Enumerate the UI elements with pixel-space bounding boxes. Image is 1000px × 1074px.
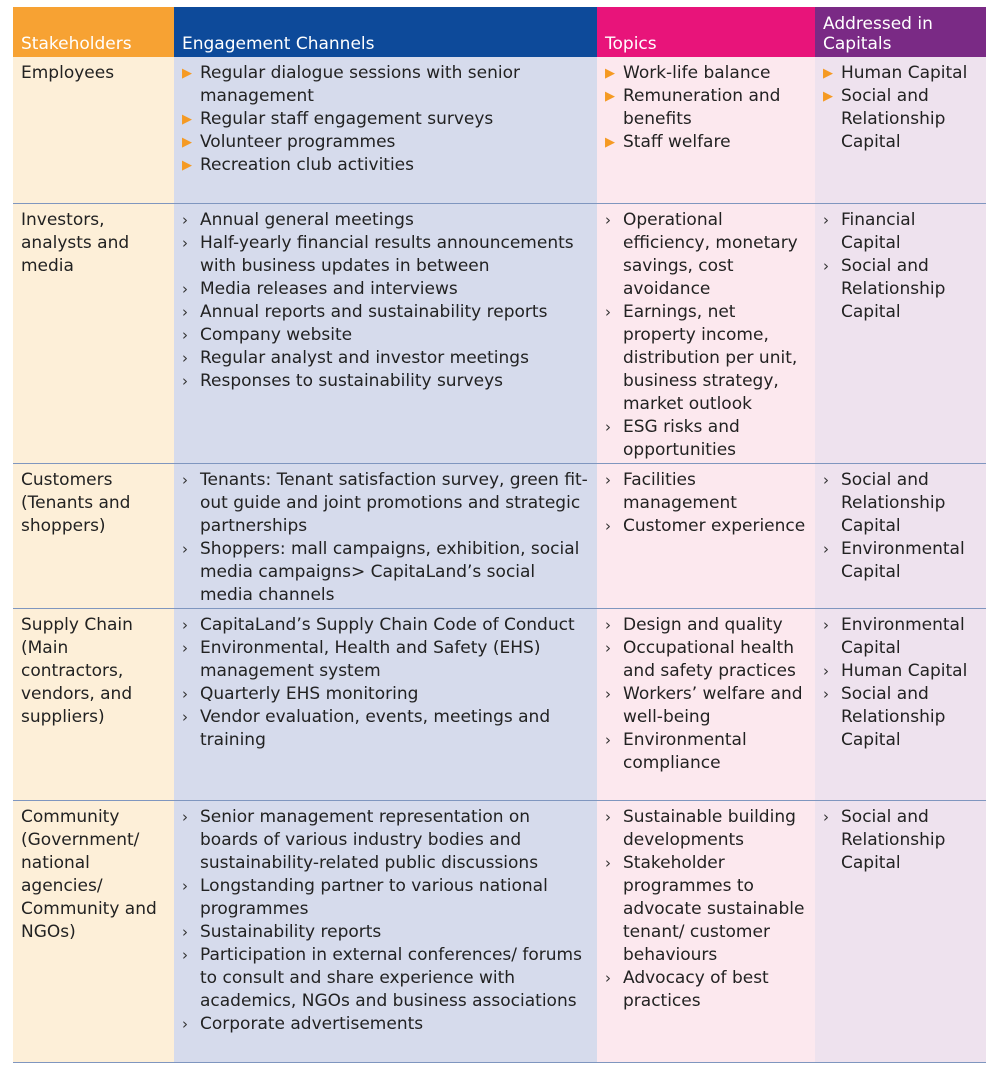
chevron-bullet-icon: ›: [605, 516, 611, 535]
chevron-bullet-icon: ›: [182, 876, 188, 895]
chevron-bullet-icon: ›: [182, 1014, 188, 1033]
capitals-list: [823, 62, 978, 154]
list-item-text: Vendor evaluation, events, meetings and training: [200, 706, 551, 750]
triangle-bullet-icon: ▶: [182, 135, 192, 150]
list-item-text: Environmental Capital: [841, 538, 965, 582]
list-item: [182, 538, 589, 607]
list-item-text: Volunteer programmes: [200, 132, 396, 152]
topics-list: [605, 62, 807, 154]
chevron-bullet-icon: ›: [605, 807, 611, 826]
list-item: [182, 232, 589, 278]
list-item-text: Occupational health and safety practices: [623, 637, 796, 681]
list-item: [605, 469, 807, 515]
stakeholder-cell: Employees: [13, 57, 174, 203]
list-item: [182, 921, 589, 944]
list-item-text: Company website: [200, 324, 353, 345]
list-item: [182, 944, 589, 1013]
triangle-bullet-icon: ▶: [605, 66, 615, 81]
chevron-bullet-icon: ›: [182, 470, 188, 489]
chevron-bullet-icon: ›: [823, 256, 829, 275]
chevron-bullet-icon: ›: [182, 371, 188, 390]
channels-cell: [174, 463, 597, 608]
chevron-bullet-icon: ›: [182, 807, 188, 826]
list-item: [605, 515, 807, 538]
header-engagement-channels: Engagement Channels: [174, 7, 597, 57]
channels-cell: [174, 57, 597, 203]
list-item-text: Social and Relationship Capital: [841, 469, 946, 536]
list-item-text: Media releases and interviews: [200, 278, 458, 299]
list-item: [605, 967, 807, 1013]
chevron-bullet-icon: ›: [823, 210, 829, 229]
capitals-list: [823, 209, 978, 324]
channels-list: [182, 62, 589, 177]
stakeholder-cell: Investors, analysts and media: [13, 203, 174, 463]
list-item: [182, 683, 589, 706]
list-item: [605, 416, 807, 462]
list-item: [182, 209, 589, 232]
channels-list: [182, 806, 589, 1036]
list-item-text: Senior management representation on boards of various industry bodies and sustainability-related public discussions: [200, 806, 539, 873]
channels-list: [182, 209, 589, 393]
list-item: [605, 209, 807, 301]
list-item: [823, 62, 978, 85]
stakeholder-cell: Supply Chain (Main contractors, vendors, and suppliers): [13, 608, 174, 800]
list-item-text: Social and Relationship Capital: [841, 255, 946, 322]
list-item: [182, 1013, 589, 1036]
list-item: [605, 85, 807, 131]
list-item-text: Regular dialogue sessions with senior management: [200, 63, 520, 106]
list-item: [823, 209, 978, 255]
topics-cell: [597, 203, 815, 463]
list-item-text: Social and Relationship Capital: [841, 86, 946, 152]
capitals-list: [823, 614, 978, 752]
list-item-text: Remuneration and benefits: [623, 86, 781, 129]
list-item: [823, 660, 978, 683]
triangle-bullet-icon: ▶: [182, 158, 192, 173]
list-item: [605, 683, 807, 729]
channels-list: [182, 614, 589, 752]
list-item: [605, 806, 807, 852]
table-row: [13, 57, 986, 203]
chevron-bullet-icon: ›: [605, 470, 611, 489]
list-item: [823, 85, 978, 154]
chevron-bullet-icon: ›: [182, 945, 188, 964]
list-item-text: Advocacy of best practices: [623, 967, 769, 1011]
list-item: [605, 637, 807, 683]
list-item-text: Tenants: Tenant satisfaction survey, green fit-out guide and joint promotions and strategic partnerships: [200, 469, 588, 536]
list-item-text: Annual general meetings: [200, 209, 414, 230]
list-item: [605, 852, 807, 967]
capitals-cell: [815, 608, 986, 800]
chevron-bullet-icon: ›: [182, 707, 188, 726]
topics-list: [605, 469, 807, 538]
channels-list: [182, 469, 589, 607]
list-item-text: ESG risks and opportunities: [623, 416, 740, 460]
list-item: [823, 255, 978, 324]
list-item-text: Financial Capital: [841, 209, 916, 253]
list-item-text: Quarterly EHS monitoring: [200, 683, 419, 704]
list-item: [182, 706, 589, 752]
header-addressed-in-capitals: Addressed in Capitals: [815, 7, 986, 57]
list-item: [823, 469, 978, 538]
chevron-bullet-icon: ›: [605, 684, 611, 703]
channels-cell: [174, 608, 597, 800]
table-row: [13, 608, 986, 800]
chevron-bullet-icon: ›: [182, 922, 188, 941]
chevron-bullet-icon: ›: [182, 302, 188, 321]
list-item-text: Earnings, net property income, distribution per unit, business strategy, market outlook: [623, 301, 798, 414]
triangle-bullet-icon: ▶: [182, 66, 192, 81]
stakeholder-cell: Community (Government/ national agencies/ Community and NGOs): [13, 800, 174, 1062]
channels-cell: [174, 800, 597, 1062]
list-item-text: Facilities management: [623, 469, 737, 513]
chevron-bullet-icon: ›: [605, 638, 611, 657]
list-item: [182, 108, 589, 131]
header-row: [13, 7, 986, 57]
capitals-list: [823, 469, 978, 584]
chevron-bullet-icon: ›: [182, 279, 188, 298]
chevron-bullet-icon: ›: [823, 661, 829, 680]
chevron-bullet-icon: ›: [182, 233, 188, 252]
capitals-cell: [815, 463, 986, 608]
list-item: [182, 131, 589, 154]
list-item: [182, 301, 589, 324]
list-item-text: Shoppers: mall campaigns, exhibition, social media campaigns> CapitaLand’s social media channels: [200, 538, 580, 605]
stakeholder-cell: Customers (Tenants and shoppers): [13, 463, 174, 608]
list-item-text: Stakeholder programmes to advocate sustainable tenant/ customer behaviours: [623, 852, 805, 965]
triangle-bullet-icon: ▶: [605, 89, 615, 104]
chevron-bullet-icon: ›: [605, 302, 611, 321]
chevron-bullet-icon: ›: [182, 325, 188, 344]
chevron-bullet-icon: ›: [605, 853, 611, 872]
chevron-bullet-icon: ›: [823, 539, 829, 558]
topics-list: [605, 806, 807, 1013]
list-item-text: Design and quality: [623, 614, 783, 635]
capitals-cell: [815, 57, 986, 203]
list-item-text: Regular analyst and investor meetings: [200, 347, 529, 368]
chevron-bullet-icon: ›: [605, 417, 611, 436]
topics-cell: [597, 608, 815, 800]
list-item-text: Social and Relationship Capital: [841, 683, 946, 750]
stakeholder-engagement-table: [13, 7, 986, 1063]
list-item: [605, 729, 807, 775]
list-item: [605, 301, 807, 416]
list-item-text: Recreation club activities: [200, 155, 414, 175]
list-item-text: Social and Relationship Capital: [841, 806, 946, 873]
list-item-text: Responses to sustainability surveys: [200, 370, 504, 391]
triangle-bullet-icon: ▶: [605, 135, 615, 150]
chevron-bullet-icon: ›: [182, 539, 188, 558]
chevron-bullet-icon: ›: [605, 615, 611, 634]
topics-list: [605, 209, 807, 462]
list-item-text: Customer experience: [623, 515, 806, 536]
list-item: [182, 370, 589, 393]
chevron-bullet-icon: ›: [823, 684, 829, 703]
list-item: [182, 347, 589, 370]
chevron-bullet-icon: ›: [605, 730, 611, 749]
chevron-bullet-icon: ›: [182, 348, 188, 367]
chevron-bullet-icon: ›: [605, 968, 611, 987]
channels-cell: [174, 203, 597, 463]
list-item: [823, 538, 978, 584]
list-item: [182, 806, 589, 875]
list-item-text: Annual reports and sustainability reports: [200, 301, 548, 322]
topics-cell: [597, 57, 815, 203]
list-item: [823, 683, 978, 752]
list-item-text: Sustainability reports: [200, 921, 382, 942]
triangle-bullet-icon: ▶: [823, 89, 833, 104]
list-item-text: Sustainable building developments: [623, 806, 796, 850]
list-item-text: Human Capital: [841, 660, 968, 681]
list-item-text: Longstanding partner to various national programmes: [200, 875, 548, 919]
list-item-text: Half-yearly financial results announcements with business updates in between: [200, 232, 574, 276]
list-item: [605, 131, 807, 154]
chevron-bullet-icon: ›: [605, 210, 611, 229]
list-item-text: Staff welfare: [623, 132, 731, 152]
table-row: [13, 463, 986, 608]
chevron-bullet-icon: ›: [823, 470, 829, 489]
list-item: [182, 324, 589, 347]
list-item-text: Participation in external conferences/ forums to consult and share experience with academics, NGOs and business associations: [200, 944, 582, 1011]
chevron-bullet-icon: ›: [823, 615, 829, 634]
list-item-text: Environmental compliance: [623, 729, 747, 773]
list-item-text: Human Capital: [841, 63, 968, 83]
chevron-bullet-icon: ›: [823, 807, 829, 826]
chevron-bullet-icon: ›: [182, 684, 188, 703]
header-topics: Topics: [597, 7, 815, 57]
topics-cell: [597, 800, 815, 1062]
topics-list: [605, 614, 807, 775]
list-item-text: Corporate advertisements: [200, 1013, 424, 1034]
list-item: [182, 637, 589, 683]
list-item-text: Operational efficiency, monetary savings, cost avoidance: [623, 209, 798, 299]
list-item-text: Work-life balance: [623, 63, 771, 83]
list-item-text: Workers’ welfare and well-being: [623, 683, 803, 727]
list-item-text: Regular staff engagement surveys: [200, 109, 494, 129]
topics-cell: [597, 463, 815, 608]
capitals-cell: [815, 203, 986, 463]
list-item: [182, 875, 589, 921]
list-item: [823, 806, 978, 875]
triangle-bullet-icon: ▶: [182, 112, 192, 127]
list-item-text: Environmental, Health and Safety (EHS) management system: [200, 637, 541, 681]
capitals-cell: [815, 800, 986, 1062]
table-row: [13, 203, 986, 463]
list-item: [823, 614, 978, 660]
list-item-text: Environmental Capital: [841, 614, 965, 658]
triangle-bullet-icon: ▶: [823, 66, 833, 81]
capitals-list: [823, 806, 978, 875]
list-item: [182, 62, 589, 108]
list-item: [605, 614, 807, 637]
list-item: [182, 469, 589, 538]
list-item: [182, 614, 589, 637]
table-row: [13, 800, 986, 1062]
list-item: [182, 278, 589, 301]
chevron-bullet-icon: ›: [182, 615, 188, 634]
header-stakeholders: Stakeholders: [13, 7, 174, 57]
chevron-bullet-icon: ›: [182, 638, 188, 657]
list-item: [182, 154, 589, 177]
list-item-text: CapitaLand’s Supply Chain Code of Conduct: [200, 614, 575, 635]
chevron-bullet-icon: ›: [182, 210, 188, 229]
list-item: [605, 62, 807, 85]
